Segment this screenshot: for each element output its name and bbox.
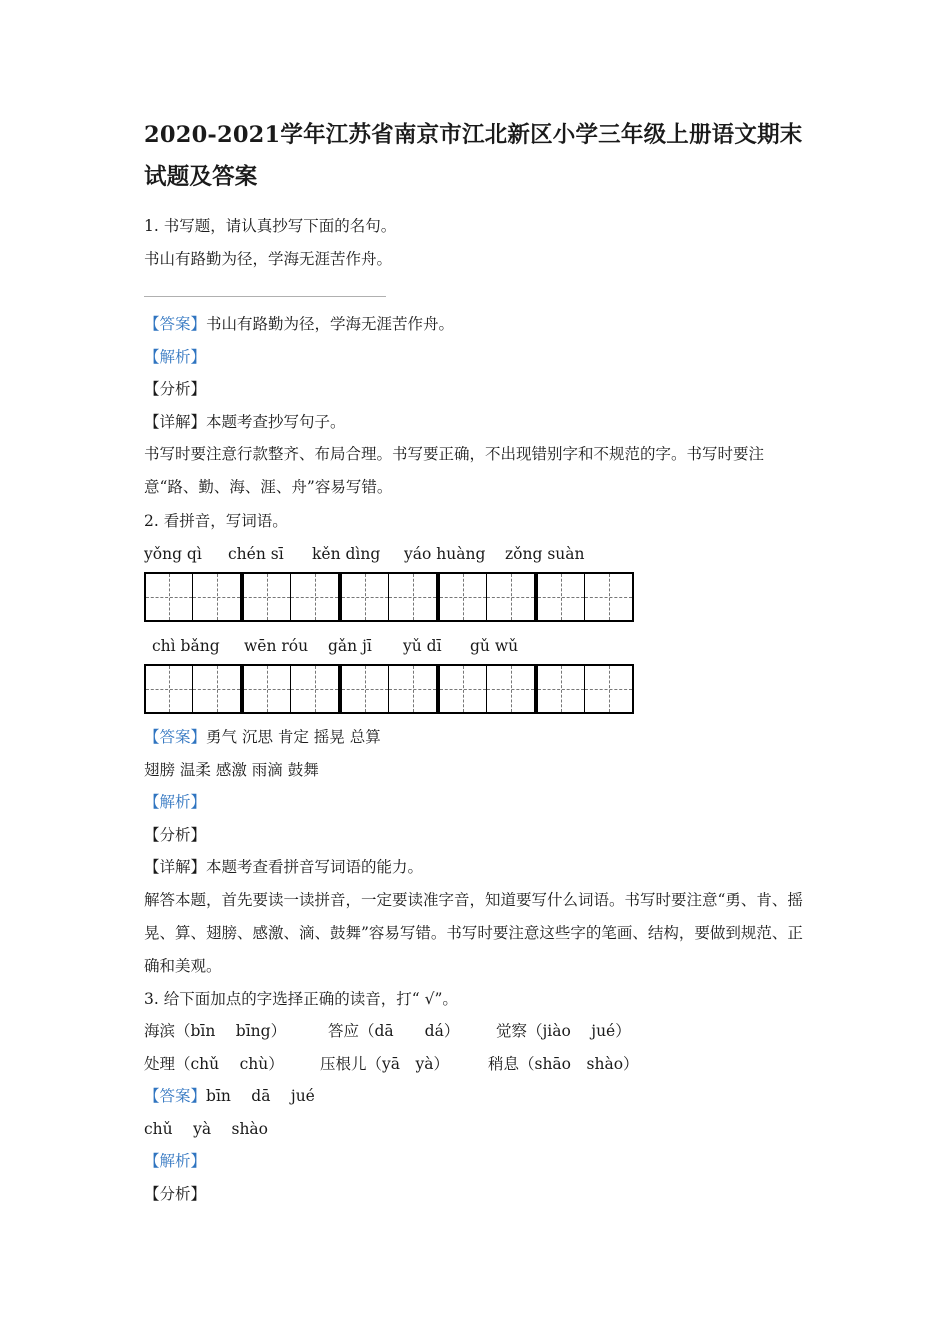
option-item[interactable]: 压根儿（yā yà） [320,1055,449,1073]
q2-analysis-tag: 【解析】 [144,793,207,811]
writing-grid-row-1 [144,572,640,620]
pinyin-item: gǎn jī [328,637,372,655]
word-box[interactable] [242,572,340,622]
document-title: 2020-2021学年江苏省南京市江北新区小学三年级上册语文期末试题及答案 [144,122,803,190]
q3-option-row-2 [144,1054,664,1074]
q1-analysis-tag: 【解析】 [144,348,207,366]
answer-tag: 【答案】 [144,315,207,333]
option-item[interactable]: 处理（chǔ chù） [144,1055,284,1073]
word-box[interactable] [144,572,242,622]
word-box[interactable] [242,664,340,714]
word-box[interactable] [340,572,438,622]
q2-explain: 解答本题，首先要读一读拼音，一定要读准字音，知道要写什么词语。书写时要注意“勇、肯、摇晃、算、翅膀、感激、滴、鼓舞”容易写错。书写时要注意这些字的笔画、结构，要做到规范、正确和美观。 [144,891,803,975]
q3-question: 3. 给下面加点的字选择正确的读音，打“ √”。 [144,990,458,1008]
option-item[interactable]: 稍息（shāo shào） [488,1055,639,1073]
q3-answer-1: bīn dā jué [206,1087,315,1105]
option-item[interactable]: 觉察（jiào jué） [496,1022,631,1040]
pinyin-item: kěn dìng [312,545,381,563]
pinyin-item: yǔ dī [403,637,442,655]
pinyin-item: chì bǎng [152,637,220,655]
pinyin-row-1 [144,544,644,564]
word-box[interactable] [144,664,242,714]
pinyin-item: yáo huàng [404,545,486,563]
q3-option-row-1 [144,1021,664,1041]
pinyin-item: wēn róu [244,637,309,655]
q1-text: 书山有路勤为径，学海无涯苦作舟。 [144,250,393,268]
q2-detail-line [144,857,423,877]
q3-answer-line-1 [144,1086,315,1106]
word-box[interactable] [438,572,536,622]
pinyin-row-2 [144,636,644,656]
q3-fenxi: 【分析】 [144,1185,207,1203]
detail-tag: 【详解】 [144,858,207,876]
word-box[interactable] [536,572,634,622]
detail-tag: 【详解】 [144,413,207,431]
word-box[interactable] [536,664,634,714]
option-item[interactable]: 答应（dā dá） [328,1022,460,1040]
q3-analysis-tag: 【解析】 [144,1152,207,1170]
q1-detail: 本题考查抄写句子。 [206,413,346,431]
answer-tag: 【答案】 [144,1087,207,1105]
q1-answer-line [144,314,454,334]
q1-question: 1. 书写题，请认真抄写下面的名句。 [144,217,397,235]
option-item[interactable]: 海滨（bīn bīng） [144,1022,287,1040]
q1-detail-line [144,412,346,432]
q2-answer-2: 翅膀 温柔 感激 雨滴 鼓舞 [144,761,319,779]
q1-fenxi: 【分析】 [144,380,207,398]
q1-answer: 书山有路勤为径，学海无涯苦作舟。 [206,315,455,333]
q2-fenxi: 【分析】 [144,826,207,844]
pinyin-item: gǔ wǔ [470,637,519,655]
q1-explain: 书写时要注意行款整齐、布局合理。书写要正确，不出现错别字和不规范的字。书写时要注意“路、勤、海、涯、舟”容易写错。 [144,445,765,496]
q3-answer-2: chǔ yà shào [144,1120,269,1138]
answer-tag: 【答案】 [144,728,207,746]
q2-answer-line-1 [144,727,381,747]
q2-detail: 本题考查看拼音写词语的能力。 [206,858,424,876]
pinyin-item: yǒng qì [144,545,202,563]
pinyin-item: zǒng suàn [505,545,585,563]
answer-underline [144,296,386,297]
word-box[interactable] [438,664,536,714]
word-box[interactable] [340,664,438,714]
writing-grid-row-2 [144,664,640,712]
q2-question: 2. 看拼音，写词语。 [144,512,288,530]
q2-answer-1: 勇气 沉思 肯定 摇晃 总算 [206,728,381,746]
pinyin-item: chén sī [228,545,284,563]
